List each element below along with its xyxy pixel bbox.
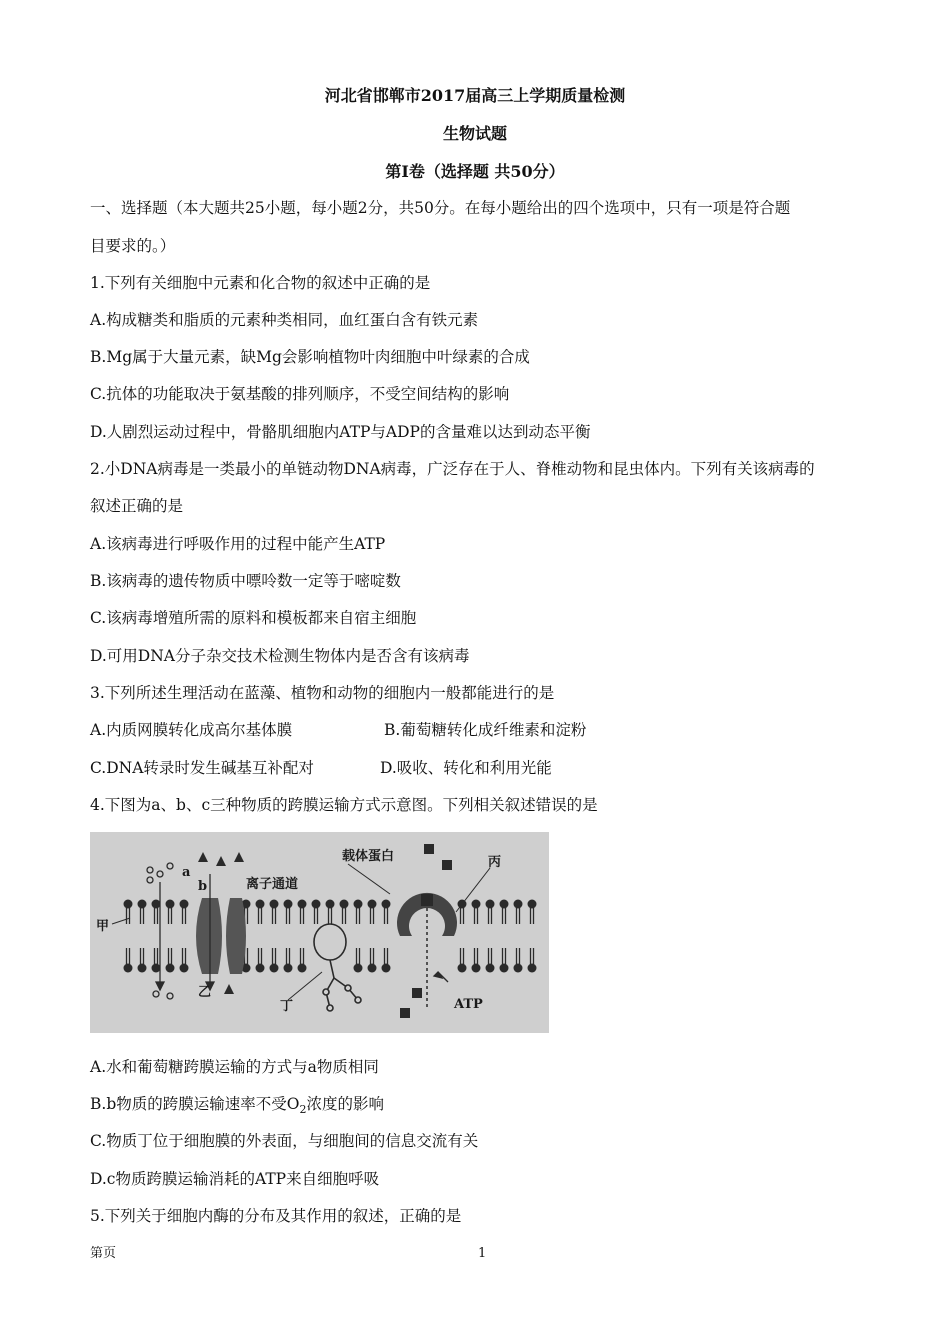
- q3-option-d: D.吸收、转化和利用光能: [380, 759, 552, 777]
- footer-page-number: 1: [478, 1246, 487, 1261]
- q4-option-a: A.水和葡萄糖跨膜运输的方式与a物质相同: [90, 1058, 379, 1076]
- label-b: b: [198, 879, 208, 894]
- q4-option-d: D.c物质跨膜运输消耗的ATP来自细胞呼吸: [90, 1170, 380, 1188]
- q2-option-a: A.该病毒进行呼吸作用的过程中能产生ATP: [90, 535, 386, 553]
- q2-option-b: B.该病毒的遗传物质中嘌呤数一定等于嘧啶数: [90, 572, 401, 590]
- q4-stem: 4.下图为a、b、c三种物质的跨膜运输方式示意图。下列相关叙述错误的是: [90, 796, 598, 814]
- label-a: a: [182, 865, 191, 880]
- q1-option-a: A.构成糖类和脂质的元素种类相同，血红蛋白含有铁元素: [90, 311, 479, 329]
- label-jia: 甲: [96, 919, 110, 934]
- q1-option-d: D.人剧烈运动过程中，骨骼肌细胞内ATP与ADP的含量难以达到动态平衡: [90, 423, 591, 441]
- label-ding: 丁: [280, 999, 294, 1014]
- label-carrier-protein: 载体蛋白: [342, 849, 395, 864]
- section-intro-line2: 目要求的。）: [90, 237, 176, 255]
- q2-option-c: C.该病毒增殖所需的原料和模板都来自宿主细胞: [90, 609, 417, 627]
- q1-stem: 1.下列有关细胞中元素和化合物的叙述中正确的是: [90, 274, 431, 292]
- c-substance-in-carrier: [421, 894, 433, 906]
- section-intro-line1: 一、选择题（本大题共25小题，每小题2分，共50分。在每小题给出的四个选项中，只有一项是符合题: [90, 199, 791, 217]
- q2-stem-line2: 叙述正确的是: [90, 497, 184, 515]
- q2-stem-line1: 2.小DNA病毒是一类最小的单链动物DNA病毒，广泛存在于人、脊椎动物和昆虫体内。下列有关该病毒的: [90, 460, 815, 478]
- q2-option-d: D.可用DNA分子杂交技术检测生物体内是否含有该病毒: [90, 647, 470, 665]
- q3-option-b: B.葡萄糖转化成纤维素和淀粉: [384, 721, 587, 739]
- label-ion-channel: 离子通道: [246, 877, 299, 892]
- document-subtitle: 生物试题: [442, 124, 507, 143]
- q3-option-c: C.DNA转录时发生碱基互补配对: [90, 759, 314, 777]
- q4-option-c: C.物质丁位于细胞膜的外表面，与细胞间的信息交流有关: [90, 1132, 479, 1150]
- footer-page-label: 第页: [90, 1246, 117, 1261]
- q4-option-b: B.b物质的跨膜运输速率不受$O_2$浓度的影响: [90, 1095, 384, 1117]
- label-yi: 乙: [198, 985, 212, 1000]
- q3-option-a: A.内质网膜转化成高尔基体膜: [90, 721, 293, 739]
- label-atp: ATP: [454, 997, 483, 1012]
- membrane-transport-figure: [90, 832, 549, 1033]
- q1-option-c: C.抗体的功能取决于氨基酸的排列顺序，不受空间结构的影响: [90, 385, 510, 403]
- q5-stem: 5.下列关于细胞内酶的分布及其作用的叙述，正确的是: [90, 1207, 462, 1225]
- document-title: 河北省邯郸市2017届高三上学期质量检测: [324, 86, 626, 105]
- q1-option-b: B.Mg属于大量元素，缺Mg会影响植物叶肉细胞中叶绿素的合成: [90, 348, 530, 366]
- label-bing: 丙: [488, 855, 502, 870]
- q3-stem: 3.下列所述生理活动在蓝藻、植物和动物的细胞内一般都能进行的是: [90, 684, 555, 702]
- part-heading: 第Ⅰ卷（选择题 共50分）: [385, 162, 565, 181]
